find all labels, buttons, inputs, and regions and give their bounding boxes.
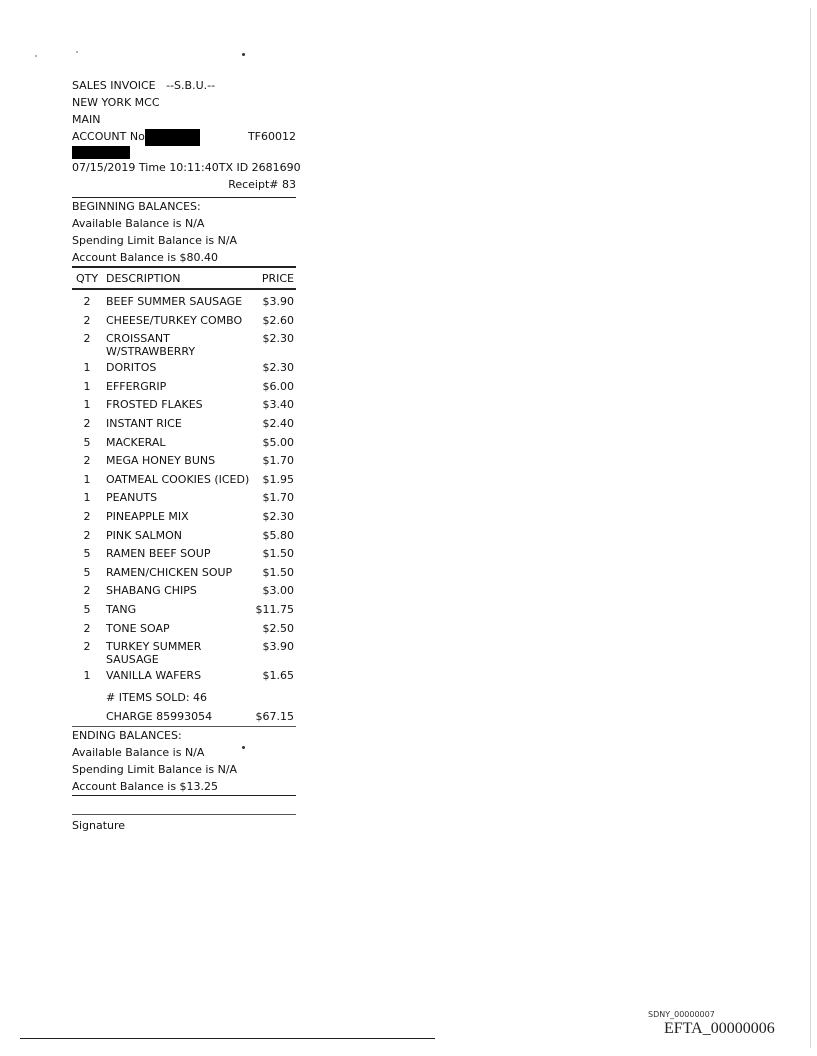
item-price: $5.80 <box>262 528 294 542</box>
divider <box>72 266 296 268</box>
item-description: VANILLA WAFERS <box>106 669 202 683</box>
ending-spending-limit: Spending Limit Balance is N/A <box>72 762 238 776</box>
transaction-datetime: 07/15/2019 Time 10:11:40 <box>72 161 219 174</box>
datetime-line <box>72 159 301 176</box>
ending-balances-heading: ENDING BALANCES: <box>72 728 182 742</box>
item-row <box>72 581 296 600</box>
account-label: ACCOUNT No <box>72 130 145 143</box>
item-qty: 1 <box>83 361 91 375</box>
sbu-label: --S.B.U.-- <box>166 79 216 92</box>
item-row <box>72 311 296 330</box>
item-qty: 2 <box>83 454 91 468</box>
item-price: $2.50 <box>262 621 294 635</box>
invoice-title: SALES INVOICE <box>72 79 156 92</box>
beginning-balances-heading: BEGINNING BALANCES: <box>72 200 201 213</box>
bottom-rule <box>20 1038 435 1039</box>
item-price: $11.75 <box>255 602 294 616</box>
scan-speck <box>242 53 245 56</box>
redacted-line <box>72 145 296 159</box>
item-qty: 1 <box>83 398 91 412</box>
item-description: CHEESE/TURKEY COMBO <box>106 313 243 327</box>
item-qty: 2 <box>83 416 91 430</box>
item-qty: 2 <box>83 509 91 523</box>
item-price: $2.30 <box>262 332 294 346</box>
item-price: $1.70 <box>262 491 294 505</box>
invoice-title-line <box>72 77 296 94</box>
item-row <box>72 358 296 377</box>
item-row <box>72 666 296 685</box>
item-qty: 5 <box>83 565 91 579</box>
item-price: $2.40 <box>262 416 294 430</box>
bates-number: SDNY_00000007 <box>648 1010 715 1019</box>
item-price: $1.70 <box>262 454 294 468</box>
item-row <box>72 433 296 452</box>
item-description: DORITOS <box>106 361 157 375</box>
item-price: $1.95 <box>262 472 294 486</box>
terminal-id: TF60012 <box>247 130 296 143</box>
item-qty: 5 <box>83 602 91 616</box>
item-qty: 1 <box>83 669 91 683</box>
description-header: DESCRIPTION <box>106 272 181 285</box>
transaction-id: TX ID 2681690 <box>218 161 301 174</box>
item-row <box>72 600 296 619</box>
qty-header: QTY <box>75 272 99 285</box>
price-header: PRICE <box>261 272 294 285</box>
item-qty: 2 <box>83 640 91 654</box>
item-price: $2.30 <box>262 509 294 523</box>
item-row <box>72 292 296 311</box>
scan-speck <box>35 55 37 57</box>
item-qty: 2 <box>83 528 91 542</box>
item-price: $6.00 <box>262 379 294 393</box>
item-price: $1.50 <box>262 547 294 561</box>
ending-account-balance: Account Balance is $13.25 <box>72 779 219 793</box>
table-header <box>72 270 296 288</box>
item-qty: 2 <box>83 584 91 598</box>
efta-number: EFTA_00000006 <box>664 1020 775 1037</box>
item-description: OATMEAL COOKIES (ICED) <box>106 472 250 486</box>
item-row <box>72 563 296 582</box>
item-row <box>72 637 296 666</box>
charge-total: $67.15 <box>255 709 294 723</box>
item-row <box>72 395 296 414</box>
redaction-block <box>145 129 200 146</box>
item-price: $3.90 <box>262 295 294 308</box>
scan-edge-line <box>810 8 811 1048</box>
beginning-available-balance: Available Balance is N/A <box>72 217 205 230</box>
item-price: $5.00 <box>262 435 294 449</box>
item-qty: 2 <box>83 332 91 346</box>
item-description: BEEF SUMMER SAUSAGE <box>106 295 243 308</box>
item-price: $2.60 <box>262 313 294 327</box>
beginning-spending-limit: Spending Limit Balance is N/A <box>72 234 238 247</box>
sales-invoice-receipt <box>72 77 301 834</box>
item-row <box>72 470 296 489</box>
facility-name: NEW YORK MCC <box>72 96 160 109</box>
item-row <box>72 488 296 507</box>
item-qty: 2 <box>83 295 91 308</box>
redaction-block <box>72 146 130 159</box>
item-description: MACKERAL <box>106 435 166 449</box>
item-qty: 2 <box>83 313 91 327</box>
charge-row <box>72 707 296 726</box>
item-description: TONE SOAP <box>106 621 170 635</box>
item-row <box>72 526 296 545</box>
item-description: SHABANG CHIPS <box>106 584 197 598</box>
charge-label: CHARGE 85993054 <box>106 709 213 723</box>
item-price: $3.90 <box>262 640 294 654</box>
item-description: PINK SALMON <box>106 528 183 542</box>
item-row <box>72 377 296 396</box>
items-list <box>72 292 296 685</box>
item-qty: 2 <box>83 621 91 635</box>
items-sold-count: # ITEMS SOLD: 46 <box>106 690 208 704</box>
item-price: $3.00 <box>262 584 294 598</box>
item-description: FROSTED FLAKES <box>106 398 203 412</box>
item-description: CROISSANT W/STRAWBERRY <box>106 332 196 359</box>
item-description: INSTANT RICE <box>106 416 182 430</box>
item-description: RAMEN/CHICKEN SOUP <box>106 565 233 579</box>
item-qty: 1 <box>83 472 91 486</box>
account-line <box>72 128 296 145</box>
item-qty: 1 <box>83 379 91 393</box>
item-price: $1.65 <box>262 669 294 683</box>
item-description: PEANUTS <box>106 491 158 505</box>
item-row <box>72 507 296 526</box>
divider <box>72 288 296 290</box>
item-price: $3.40 <box>262 398 294 412</box>
item-qty: 5 <box>83 547 91 561</box>
item-description: TANG <box>106 602 137 616</box>
item-row <box>72 619 296 638</box>
item-row <box>72 451 296 470</box>
item-row <box>72 544 296 563</box>
scan-speck <box>76 51 78 53</box>
items-sold-row <box>72 688 296 707</box>
item-description: RAMEN BEEF SOUP <box>106 547 211 561</box>
item-description: PINEAPPLE MIX <box>106 509 189 523</box>
ending-available-balance: Available Balance is N/A <box>72 744 296 761</box>
location-name: MAIN <box>72 113 101 126</box>
item-description: EFFERGRIP <box>106 379 167 393</box>
scan-speck <box>242 746 245 749</box>
item-qty: 1 <box>83 491 91 505</box>
item-row <box>72 329 296 358</box>
signature-line <box>72 814 296 815</box>
item-description: MEGA HONEY BUNS <box>106 454 216 468</box>
receipt-number: Receipt# 83 <box>228 178 296 191</box>
item-price: $1.50 <box>262 565 294 579</box>
item-qty: 5 <box>83 435 91 449</box>
item-row <box>72 414 296 433</box>
signature-label: Signature <box>72 818 126 832</box>
beginning-account-balance: Account Balance is $80.40 <box>72 251 219 264</box>
item-price: $2.30 <box>262 361 294 375</box>
item-description: TURKEY SUMMER SAUSAGE <box>106 640 202 667</box>
